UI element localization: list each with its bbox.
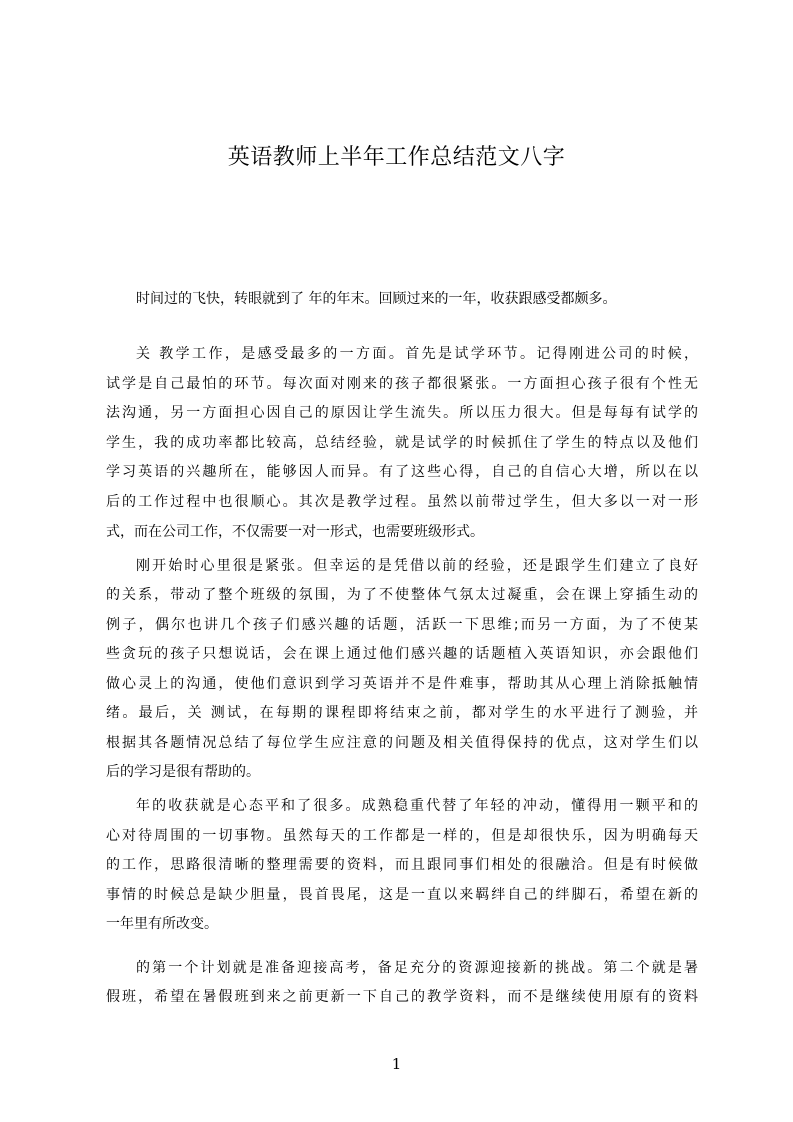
- text-line: 心对待周围的一切事物。虽然每天的工作都是一样的，但是却很快乐，因为明确每天: [106, 828, 698, 844]
- text-line: 时间过的飞快，转眼就到了 年的年末。回顾过来的一年，收获跟感受都颇多。: [136, 291, 617, 307]
- text-line: 做心灵上的沟通，使他们意识到学习英语并不是件难事，帮助其从心理上消除抵触情: [106, 676, 698, 692]
- text-line: 学生，我的成功率都比较高，总结经验，就是试学的时候抓住了学生的特点以及他们: [106, 435, 698, 451]
- text-line: 的第一个计划就是准备迎接高考，备足充分的资源迎接新的挑战。第二个就是暑: [136, 960, 698, 976]
- document-title: 英语教师上半年工作总结范文八字: [227, 145, 566, 170]
- text-line: 一年里有所改变。: [106, 916, 218, 932]
- text-line: 的工作，思路很清晰的整理需要的资料，而且跟同事们相处的很融洽。但是有时候做: [106, 857, 698, 873]
- text-line: 后的工作过程中也很顺心。其次是教学过程。虽然以前带过学生，但大多以一对一形: [106, 494, 698, 510]
- text-line: 例子，偶尔也讲几个孩子们感兴趣的话题，活跃一下思维;而另一方面，为了不使某: [106, 617, 698, 633]
- text-line: 法沟通，另一方面担心因自己的原因让学生流失。所以压力很大。但是每每有试学的: [106, 405, 698, 421]
- text-line: 关 教学工作，是感受最多的一方面。首先是试学环节。记得刚进公司的时候，: [136, 346, 698, 362]
- text-line: 刚开始时心里很是紧张。但幸运的是凭借以前的经验，还是跟学生们建立了良好: [136, 558, 698, 574]
- text-line: 的关系，带动了整个班级的氛围，为了不使整体气氛太过凝重，会在课上穿插生动的: [106, 587, 698, 603]
- text-line: 假班，希望在暑假班到来之前更新一下自己的教学资料，而不是继续使用原有的资料: [106, 989, 698, 1005]
- page-number: 1: [391, 1055, 402, 1073]
- text-line: 根据其各题情况总结了每位学生应注意的问题及相关值得保持的优点，这对学生们以: [106, 735, 698, 751]
- text-line: 些贪玩的孩子只想说话，会在课上通过他们感兴趣的话题植入英语知识，亦会跟他们: [106, 646, 698, 662]
- text-line: 年的收获就是心态平和了很多。成熟稳重代替了年轻的冲动，懂得用一颗平和的: [136, 798, 698, 814]
- text-line: 试学是自己最怕的环节。每次面对刚来的孩子都很紧张。一方面担心孩子很有个性无: [106, 376, 698, 392]
- text-line: 学习英语的兴趣所在，能够因人而异。有了这些心得，自己的自信心大增，所以在以: [106, 464, 698, 480]
- text-line: 后的学习是很有帮助的。: [106, 764, 260, 780]
- text-line: 事情的时候总是缺少胆量，畏首畏尾，这是一直以来羁绊自己的绊脚石，希望在新的: [106, 887, 698, 903]
- text-line: 绪。最后，关 测试，在每期的课程即将结束之前，都对学生的水平进行了测验，并: [106, 705, 698, 721]
- text-line: 式，而在公司工作，不仅需要一对一形式，也需要班级形式。: [106, 524, 484, 540]
